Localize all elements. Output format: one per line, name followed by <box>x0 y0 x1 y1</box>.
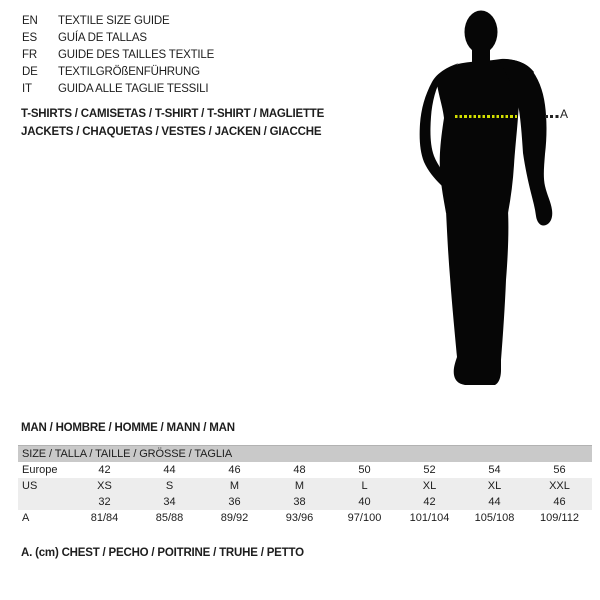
table-cell: 85/88 <box>155 512 184 524</box>
table-cell: 89/92 <box>220 512 249 524</box>
table-cell: 32 <box>98 496 111 508</box>
table-row-us <box>18 478 592 494</box>
table-cell: 46 <box>228 464 241 476</box>
table-cell: XS <box>97 480 112 492</box>
table-cell: M <box>294 480 305 492</box>
language-label: TEXTILGRÖßENFÜHRUNG <box>58 66 200 78</box>
table-cell: 97/100 <box>347 512 382 524</box>
table-cell: 52 <box>423 464 436 476</box>
language-label: TEXTILE SIZE GUIDE <box>58 15 170 27</box>
language-code: DE <box>22 66 38 78</box>
table-cell: 93/96 <box>285 512 314 524</box>
size-table <box>18 445 592 526</box>
row-label: A <box>22 512 30 524</box>
language-code: FR <box>22 49 37 61</box>
table-cell: 42 <box>98 464 111 476</box>
measure-leader-dashes <box>545 115 559 118</box>
table-cell: 56 <box>553 464 566 476</box>
table-cell: 105/108 <box>474 512 515 524</box>
table-row-chest-a <box>18 510 592 526</box>
language-code: IT <box>22 83 32 95</box>
table-cell: S <box>165 480 174 492</box>
measure-footnote: A. (cm) CHEST / PECHO / POITRINE / TRUHE / PETTO <box>21 547 304 559</box>
language-label: GUÍA DE TALLAS <box>58 32 147 44</box>
table-cell: 44 <box>163 464 176 476</box>
table-cell: 54 <box>488 464 501 476</box>
language-label: GUIDE DES TAILLES TEXTILE <box>58 49 215 61</box>
category-line-tshirts: T-SHIRTS / CAMISETAS / T-SHIRT / T-SHIRT / MAGLIETTE <box>21 108 325 120</box>
table-row-us-numeric <box>18 494 592 510</box>
language-code: EN <box>22 15 38 27</box>
man-silhouette-image <box>415 5 565 390</box>
table-cell: 34 <box>163 496 176 508</box>
table-cell: 48 <box>293 464 306 476</box>
table-cell: 38 <box>293 496 306 508</box>
table-cell: 109/112 <box>540 512 579 524</box>
table-cell: XL <box>487 480 502 492</box>
table-cell: 50 <box>358 464 371 476</box>
table-cell: 81/84 <box>90 512 119 524</box>
table-cell: 42 <box>423 496 436 508</box>
measure-label-a: A <box>560 107 569 121</box>
table-cell: 40 <box>358 496 371 508</box>
table-cell: XXL <box>549 480 570 492</box>
section-title-man: MAN / HOMBRE / HOMME / MANN / MAN <box>21 422 235 434</box>
table-cell: 44 <box>488 496 501 508</box>
table-cell: M <box>229 480 240 492</box>
table-row-europe <box>18 462 592 478</box>
language-code: ES <box>22 32 37 44</box>
row-label: US <box>22 480 38 492</box>
language-label: GUIDA ALLE TAGLIE TESSILI <box>58 83 209 95</box>
row-label: Europe <box>22 464 58 476</box>
table-cell: 101/104 <box>409 512 450 524</box>
category-line-jackets: JACKETS / CHAQUETAS / VESTES / JACKEN / GIACCHE <box>21 125 322 138</box>
table-cell: 36 <box>228 496 241 508</box>
table-cell: L <box>361 480 368 492</box>
chest-measure-dashed-line <box>455 115 517 118</box>
table-cell: 46 <box>553 496 566 508</box>
size-table-header: SIZE / TALLA / TAILLE / GRÖSSE / TAGLIA <box>18 446 592 462</box>
table-cell: XL <box>422 480 437 492</box>
